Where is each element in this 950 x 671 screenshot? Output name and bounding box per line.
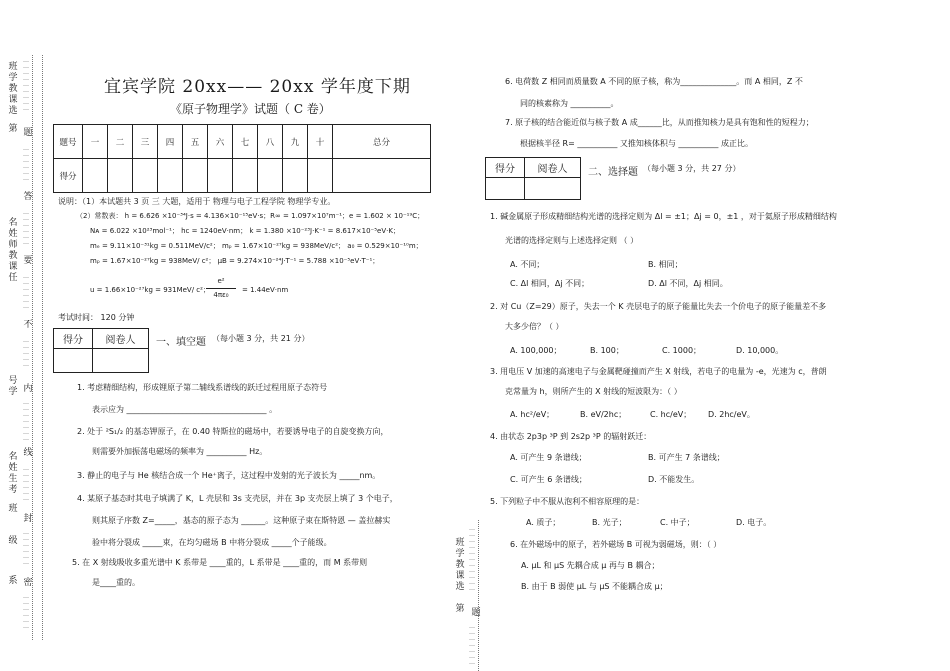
score-cell[interactable] [183, 159, 208, 193]
score-column-total: 总分 [333, 125, 431, 159]
constants-line-5: u = 1.66×10⁻²⁷kg = 931MeV/ c²； [90, 286, 210, 294]
grader-score-label: 得分 [486, 158, 525, 178]
s2-q1-option-d: D. Δl 不同，Δj 相同。 [648, 279, 728, 288]
score-cell[interactable] [83, 159, 108, 193]
grader-score-cell[interactable] [54, 349, 93, 373]
score-cell[interactable] [308, 159, 333, 193]
s2-q2-option-a: A. 100,000； [510, 346, 562, 355]
class-label: 班学教课选 [8, 62, 18, 116]
score-table-header-row [54, 125, 431, 159]
binding-dots: … … … … … [23, 337, 29, 368]
binding-line-outer [32, 55, 33, 640]
s2-q5-option-d: D. 电子。 [736, 518, 772, 527]
s2-question-1-line2: 光谱的选择定则与上述选择定则 （ ） [505, 236, 639, 245]
s2-question-2-line2: 大多少倍？（ ） [505, 322, 564, 331]
score-column-3: 三 [133, 125, 158, 159]
s2-question-2: 2. 对 Cu（Z=29）原子，失去一个 K 壳层电子的原子能量比失去一个价电子的原子能量差不多 [490, 302, 827, 311]
binding-dots: … … … … … … … … … … … [469, 525, 475, 592]
s1-question-4-line3: 验中将分裂成 _____束，在均匀磁场 B 中将分裂成 _____个子能级。 [92, 538, 332, 547]
s2-q4-option-d: D. 不能发生。 [648, 475, 700, 484]
grader-reader-label: 阅卷人 [525, 158, 581, 178]
binding-dots: … … … … … … … [469, 623, 475, 666]
binding-dots: … … … … … … [23, 593, 29, 630]
class-label: 班学教课选 [455, 538, 465, 592]
binding-label-feng: 封 [23, 514, 33, 524]
constants-line-3: mₑ = 9.11×10⁻³¹kg = 0.511MeV/c²； mₚ = 1.67×10⁻²⁷kg = 938MeV/c²； a₀ = 0.529×10⁻¹⁰m； [90, 242, 423, 250]
class-name-label: 班 [8, 504, 18, 514]
s2-question-1: 1. 碱金属原子形成精细结构光谱的选择定则为 Δl = ±1；Δj = 0，±1 ，对于氦原子形成精细结构 [490, 212, 837, 221]
grader-box-section2 [485, 157, 581, 200]
s1-question-2-answer: 则需要外加振荡电磁场的频率为 __________ Hz。 [92, 447, 268, 456]
s1-question-5: 5. 在 X 射线吸收多重光谱中 K 系带是 ____重的，L 系带是 ____重的，而 M 系带则 [72, 558, 368, 567]
s2-question-5: 5. 下列粒子中不服从泡利不相容原理的是： [490, 497, 645, 506]
score-cell[interactable] [133, 159, 158, 193]
s2-q2-option-c: C. 1000； [662, 346, 702, 355]
instruction-line-1: 说明：（1）本试题共 3 页 三 大题，适用于 物理与电子工程学院 物理学专业。 [58, 197, 336, 206]
score-column-7: 七 [233, 125, 258, 159]
binding-margin-right [452, 520, 488, 671]
s2-q3-option-b: B. eV/2hc； [580, 410, 627, 419]
binding-label-bu: 不 [23, 320, 33, 330]
s2-q4-option-b: B. 可产生 7 条谱线； [648, 453, 725, 462]
score-column-4: 四 [158, 125, 183, 159]
s2-question-3: 3. 用电压 V 加速的高速电子与金属靶碰撞而产生 X 射线，若电子的电量为 -e，光速为 c，普朗 [490, 367, 827, 376]
score-row-label: 得分 [54, 159, 83, 193]
s2-q6-option-b: B. 由于 B 弱使 μL 与 μS 不能耦合成 μ； [521, 582, 668, 591]
s2-q3-option-c: C. hc/eV； [650, 410, 692, 419]
score-table-score-row [54, 159, 431, 193]
s2-q3-option-d: D. 2hc/eV。 [708, 410, 755, 419]
s2-q4-option-c: C. 可产生 6 条谱线； [510, 475, 587, 484]
score-cell[interactable] [233, 159, 258, 193]
binding-label-ti: 题 [23, 128, 33, 138]
score-table [53, 124, 431, 193]
s2-q4-option-a: A. 可产生 9 条谱线； [510, 453, 587, 462]
constants-line-1: （2）常数表： h = 6.626 ×10⁻³⁴J·s = 4.136×10⁻¹⁵eV·s；R∞ = 1.097×10⁷m⁻¹；e = 1.602 × 10⁻¹⁹C； [76, 212, 425, 220]
fraction-denominator: 4πε₀ [213, 291, 229, 299]
section2-heading: 二、选择题 [588, 167, 638, 178]
binding-margin-left [0, 0, 48, 671]
grader-score-label: 得分 [54, 329, 93, 349]
fraction-bar [206, 288, 236, 289]
s2-q1-option-c: C. Δl 相同，Δj 不同； [510, 279, 590, 288]
fraction-numerator: e² [217, 277, 225, 285]
score-cell[interactable] [283, 159, 308, 193]
score-column-10: 十 [308, 125, 333, 159]
s1-question-3: 3. 静止的电子与 He 核结合成一个 He⁺离子，这过程中发射的光子波长为 _____nm。 [77, 471, 381, 480]
binding-label-di: 第 [455, 604, 465, 614]
student-id-label: 号学 [8, 376, 18, 397]
s2-q3-option-a: A. hc²/eV； [510, 410, 555, 419]
binding-label-mi: 密 [23, 578, 33, 588]
department-label: 系 [8, 576, 18, 586]
binding-line [478, 520, 479, 671]
binding-dots: … … … … … … [23, 209, 29, 246]
grade-label: 级 [8, 536, 18, 546]
s1-question-2: 2. 处于 ²S₁/₂ 的基态钾原子，在 0.40 特斯拉的磁场中，若要诱导电子的自旋变换方向， [77, 427, 389, 436]
score-cell[interactable] [158, 159, 183, 193]
grader-box-section1 [53, 328, 149, 373]
s1-question-1-answer: 表示应为 ___________________________________ 。 [92, 405, 278, 414]
score-column-5: 五 [183, 125, 208, 159]
grader-reader-cell[interactable] [525, 178, 581, 200]
binding-label-da: 答 [23, 192, 33, 202]
binding-label-ti: 题 [471, 608, 481, 618]
teacher-name-label: 名姓师教课任 [8, 218, 18, 283]
binding-line-inner [42, 55, 43, 640]
s1-question-7-line2: 根据核半径 R= __________ 又推知核体积与 __________ 成正比。 [520, 139, 753, 148]
binding-dots: … … … … … … … [23, 399, 29, 442]
exam-time: 考试时间： 120 分钟 [58, 313, 135, 322]
binding-label-xian: 线 [23, 448, 33, 458]
s1-question-4: 4. 某原子基态时其电子填满了 K，L 壳层和 3s 支壳层，并在 3p 支壳层上填了 3 个电子， [77, 494, 398, 503]
s2-q2-option-b: B. 100； [590, 346, 624, 355]
s2-question-3-line2: 克常量为 h，则所产生的 X 射线的短波限为：（ ） [505, 387, 682, 396]
s2-q5-option-c: C. 中子； [660, 518, 695, 527]
binding-dots: … … … … … … … … … [23, 57, 29, 112]
grader-reader-label: 阅卷人 [93, 329, 149, 349]
score-column-1: 一 [83, 125, 108, 159]
exam-subtitle: 《原子物理学》试题（ C 卷） [170, 102, 331, 116]
s1-question-6: 6. 电荷数 Z 相同而质量数 A 不同的原子核，称为______________。而 A 相同，Z 不 [505, 77, 803, 86]
score-column-6: 六 [208, 125, 233, 159]
constants-line-5-end: = 1.44eV·nm [242, 286, 289, 294]
binding-dots: … … … … … … [23, 465, 29, 502]
s2-question-6: 6. 在外磁场中的原子，若外磁场 B 可视为弱磁场，则：（ ） [510, 540, 722, 549]
section2-note: （每小题 3 分，共 27 分） [643, 164, 741, 173]
score-cell[interactable] [208, 159, 233, 193]
grader-score-cell[interactable] [486, 178, 525, 200]
score-column-9: 九 [283, 125, 308, 159]
constants-line-4: mₚ = 1.67×10⁻²⁷kg = 938MeV/ c²； μB = 9.274×10⁻²⁴J·T⁻¹ = 5.788 ×10⁻⁵eV·T⁻¹； [90, 257, 380, 265]
exam-title: 宜宾学院 20xx—— 20xx 学年度下期 [104, 77, 411, 97]
s1-question-7: 7. 原子核的结合能近似与核子数 A 成______比，从而推知核力是具有饱和性的短程力； [505, 118, 814, 127]
score-column-8: 八 [258, 125, 283, 159]
binding-label-di: 第 [8, 124, 18, 134]
s2-q5-option-a: A. 质子； [526, 518, 561, 527]
section1-heading: 一、填空题 [156, 337, 206, 348]
score-cell[interactable] [108, 159, 133, 193]
s1-question-1: 1. 考虑精细结构，形成锂原子第二辅线系谱线的跃迁过程用原子态符号 [77, 383, 328, 392]
binding-label-yao: 要 [23, 256, 33, 266]
student-name-label: 名姓生考 [8, 452, 18, 495]
binding-label-nei: 内 [23, 384, 33, 394]
s1-question-6-line2: 同的核素称为 __________。 [520, 99, 619, 108]
s2-question-4: 4. 由状态 2p3p ³P 到 2s2p ³P 的辐射跃迁： [490, 432, 652, 441]
s2-q6-option-a: A. μL 和 μS 先耦合成 μ 再与 B 耦合； [521, 561, 660, 570]
grader-reader-cell[interactable] [93, 349, 149, 373]
score-column-2: 二 [108, 125, 133, 159]
binding-dots: … … … … … … [23, 529, 29, 566]
s2-q2-option-d: D. 10,000。 [736, 346, 784, 355]
score-table-head-label: 题号 [54, 125, 83, 159]
score-cell-total[interactable] [333, 159, 431, 193]
s2-q1-option-a: A. 不同； [510, 260, 545, 269]
score-cell[interactable] [258, 159, 283, 193]
binding-dots: … … … … … … [23, 273, 29, 310]
s2-q1-option-b: B. 相同； [648, 260, 683, 269]
s1-question-4-line2: 则其原子序数 Z=_____，基态的原子态为 ______。这种原子束在斯特恩 — 盖拉赫实 [92, 516, 391, 525]
binding-dots: … … … … … … [23, 145, 29, 182]
s1-question-5-line2: 是____重的。 [92, 578, 140, 587]
s2-q5-option-b: B. 光子； [592, 518, 627, 527]
section1-note: （每小题 3 分，共 21 分） [212, 334, 310, 343]
constants-line-2: Nᴀ = 6.022 ×10²³mol⁻¹； hc = 1240eV·nm； k = 1.380 ×10⁻²³J·K⁻¹ = 8.617×10⁻⁵eV·K； [90, 227, 400, 235]
